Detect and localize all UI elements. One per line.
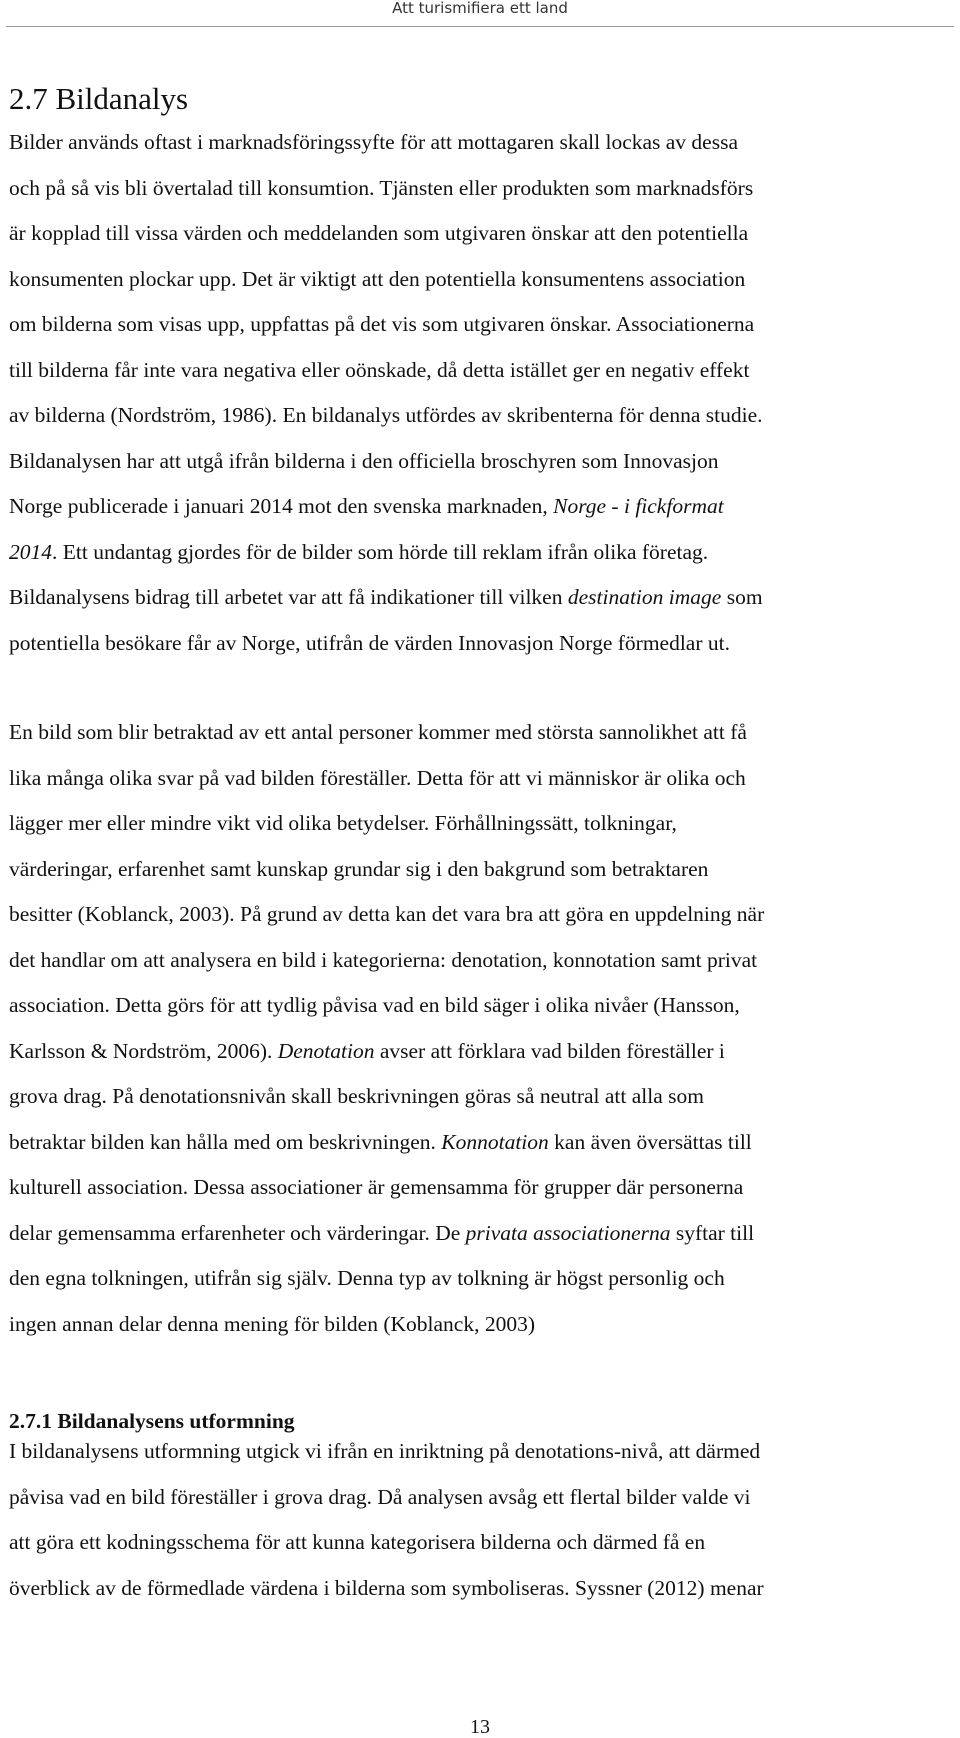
paragraph-line: det handlar om att analysera en bild i kategorierna: denotation, konnotation samt privat xyxy=(9,947,758,972)
text-run: som xyxy=(721,585,763,609)
text-run: syftar till xyxy=(670,1220,755,1245)
brochure-year-italic: 2014 xyxy=(9,539,52,564)
paragraph-line: Bilder används oftast i marknadsföringssyfte för att mottagaren skall lockas av dessa xyxy=(9,130,739,154)
paragraph-line: värderingar, erfarenhet samt kunskap grundar sig i den bakgrund som betraktaren xyxy=(9,856,709,881)
page-number: 13 xyxy=(470,1716,490,1738)
paragraph-line: kulturell association. Dessa associationer är gemensamma för grupper där personerna xyxy=(9,1175,744,1199)
paragraph-line xyxy=(9,575,953,621)
paragraph-line: är kopplad till vissa värden och meddelanden som utgivaren önskar att den potentiella xyxy=(9,221,749,245)
paragraph-line: association. Detta görs för att tydlig påvisa vad en bild säger i olika nivåer (Hansson, xyxy=(9,993,740,1017)
paragraph-line: ingen annan delar denna mening för bilden (Koblanck, 2003) xyxy=(9,1311,535,1336)
text-run: kan även översättas till xyxy=(548,1129,752,1154)
paragraph-line: besitter (Koblanck, 2003). På grund av detta kan det vara bra att göra en uppdelning när xyxy=(9,902,765,926)
paragraph-line: och på så vis bli övertalad till konsumtion. Tjänsten eller produkten som marknadsförs xyxy=(9,175,754,200)
destination-image-italic: destination image xyxy=(567,585,722,609)
paragraph-line xyxy=(9,1029,953,1075)
paragraph-line: påvisa vad en bild föreställer i grova drag. Då analysen avsåg ett flertal bilder valde vi xyxy=(9,1484,751,1509)
text-run: . Ett undantag gjordes för de bilder som hörde till reklam ifrån olika företag. xyxy=(52,539,709,564)
paragraph-line: till bilderna får inte vara negativa eller oönskade, då detta istället ger en negativ effekt xyxy=(9,357,750,382)
paragraph-line: att göra ett kodningsschema för att kunna kategorisera bilderna och därmed få en xyxy=(9,1530,706,1554)
subsection-heading: 2.7.1 Bildanalysens utformning xyxy=(9,1409,295,1433)
brochure-title-italic: Norge - i fickformat xyxy=(553,494,724,518)
paragraph-bildanalys-utformning xyxy=(9,1429,953,1611)
paragraph-line: den egna tolkningen, utifrån sig själv. Denna typ av tolkning är högst personlig och xyxy=(9,1266,725,1290)
paragraph-line: konsumenten plockar upp. Det är viktigt att den potentiella konsumentens association xyxy=(9,266,746,291)
paragraph-line xyxy=(9,530,953,576)
paragraph-line: I bildanalysens utformning utgick vi ifrån en inriktning på denotations-nivå, att därmed xyxy=(9,1439,761,1463)
paragraph-line: lika många olika svar på vad bilden föreställer. Detta för att vi människor är olika och xyxy=(9,765,746,790)
running-header: Att turismifiera ett land xyxy=(392,0,568,17)
text-run: Norge publicerade i januari 2014 mot den svenska marknaden, xyxy=(9,494,554,518)
paragraph-line: av bilderna (Nordström, 1986). En bildanalys utfördes av skribenterna för denna studie. xyxy=(9,403,763,427)
paragraph-line xyxy=(9,484,953,530)
paragraph-line: grova drag. På denotationsnivån skall beskrivningen göras så neutral att alla som xyxy=(9,1084,704,1108)
text-run: Bildanalysens bidrag till arbetet var att få indikationer till vilken xyxy=(9,585,568,609)
paragraph-line xyxy=(9,1120,953,1166)
text-run: avser att förklara vad bilden föreställer i xyxy=(374,1038,725,1063)
privata-associationerna-italic: privata associationerna xyxy=(465,1220,671,1245)
paragraph-bildanalys-intro xyxy=(9,120,953,666)
paragraph-line: En bild som blir betraktad av ett antal personer kommer med största sannolikhet att få xyxy=(9,720,747,744)
paragraph-line: potentiella besökare får av Norge, utifrån de värden Innovasjon Norge förmedlar ut. xyxy=(9,630,730,655)
text-run: delar gemensamma erfarenheter och värderingar. De xyxy=(9,1220,466,1245)
text-run: betraktar bilden kan hålla med om beskrivningen. xyxy=(9,1129,442,1154)
text-run: Karlsson & Nordström, 2006). xyxy=(9,1038,278,1063)
section-heading: 2.7 Bildanalys xyxy=(9,81,189,116)
denotation-italic: Denotation xyxy=(277,1038,375,1063)
paragraph-line: om bilderna som visas upp, uppfattas på det vis som utgivaren önskar. Associationerna xyxy=(9,312,755,336)
paragraph-denotation-konnotation xyxy=(9,710,953,1347)
paragraph-line: Bildanalysen har att utgå ifrån bilderna i den officiella broschyren som Innovasjon xyxy=(9,448,719,473)
paragraph-line xyxy=(9,1211,953,1257)
header-divider xyxy=(6,26,954,27)
paragraph-line: överblick av de förmedlade värdena i bilderna som symboliseras. Syssner (2012) menar xyxy=(9,1575,764,1600)
paragraph-line: lägger mer eller mindre vikt vid olika betydelser. Förhållningssätt, tolkningar, xyxy=(9,811,677,835)
konnotation-italic: Konnotation xyxy=(441,1129,549,1154)
